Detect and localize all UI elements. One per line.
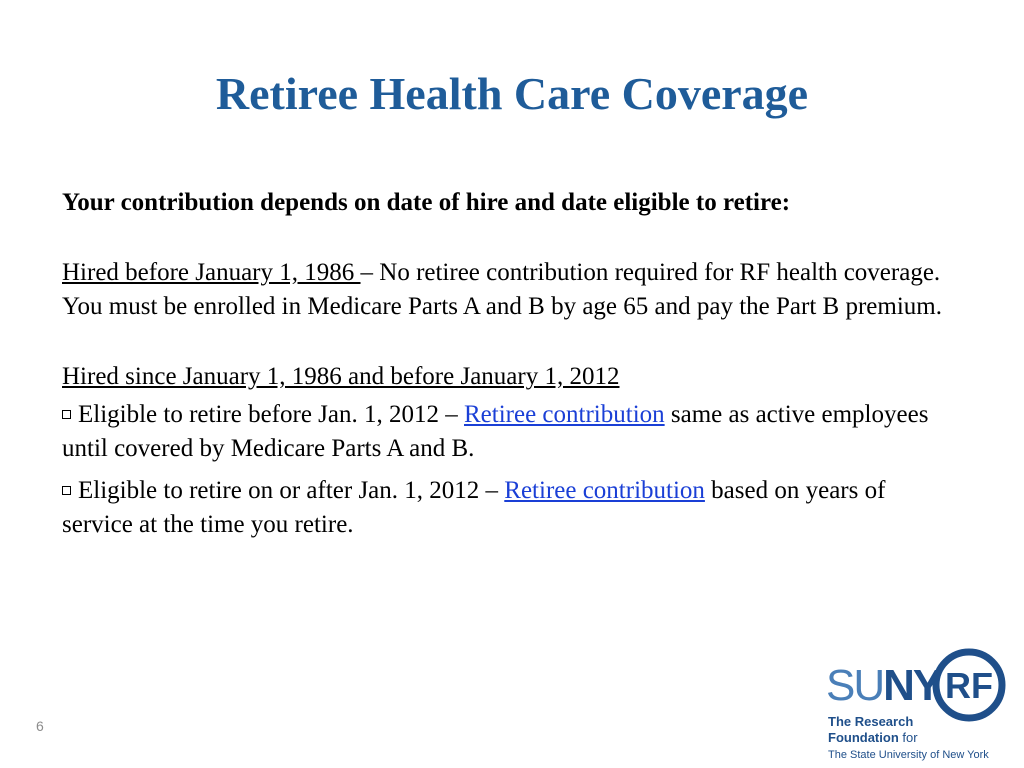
bullet-item: [62, 474, 962, 542]
logo-line-foundation: [828, 730, 918, 746]
retiree-contribution-link[interactable]: Retiree contribution: [464, 401, 665, 428]
section-heading-text: Hired since January 1, 1986 and before January 1, 2012: [62, 363, 620, 390]
section-heading-hired-before-1986: Hired before January 1, 1986: [62, 259, 361, 286]
section-text-hired-before-1986: – No retiree contribution required for RF health coverage. You must be enrolled in Medicare Parts A and B by age 65 and pay the Part B premium.: [62, 259, 942, 320]
logo-foundation: Foundation: [828, 730, 899, 745]
slide-subtitle: Your contribution depends on date of hire and date eligible to retire:: [62, 189, 791, 216]
logo-su: SU: [826, 661, 884, 710]
retiree-contribution-link[interactable]: Retiree contribution: [504, 477, 705, 504]
logo-for: for: [898, 730, 918, 745]
bullet-text-after: based on years of service at the time you retire.: [62, 477, 886, 538]
checkbox-bullet-icon: [62, 486, 71, 495]
section-heading-hired-1986-2012: [62, 360, 962, 394]
slide-title: Retiree Health Care Coverage: [215, 68, 809, 119]
bullet-text-before: Eligible to retire before Jan. 1, 2012 –: [78, 401, 464, 428]
page-number: 6: [36, 718, 44, 734]
rf-circle-icon: [932, 648, 1006, 722]
checkbox-bullet-icon: [62, 410, 71, 419]
bullet-text-before: Eligible to retire on or after Jan. 1, 2012 –: [78, 477, 505, 504]
bullet-text-after: same as active employees until covered by Medicare Parts A and B.: [62, 401, 929, 462]
slide-body: [62, 186, 962, 550]
logo-line-research: The Research: [828, 714, 914, 729]
bullet-item: [62, 398, 962, 466]
suny-rf-logo: [826, 646, 1016, 764]
logo-suny-wordmark: [826, 662, 940, 710]
section-hired-before-1986: [62, 256, 962, 324]
logo-rf-text: RF: [945, 665, 993, 706]
logo-line-university: The State University of New York: [828, 749, 989, 761]
logo-ny: NY: [883, 661, 941, 710]
